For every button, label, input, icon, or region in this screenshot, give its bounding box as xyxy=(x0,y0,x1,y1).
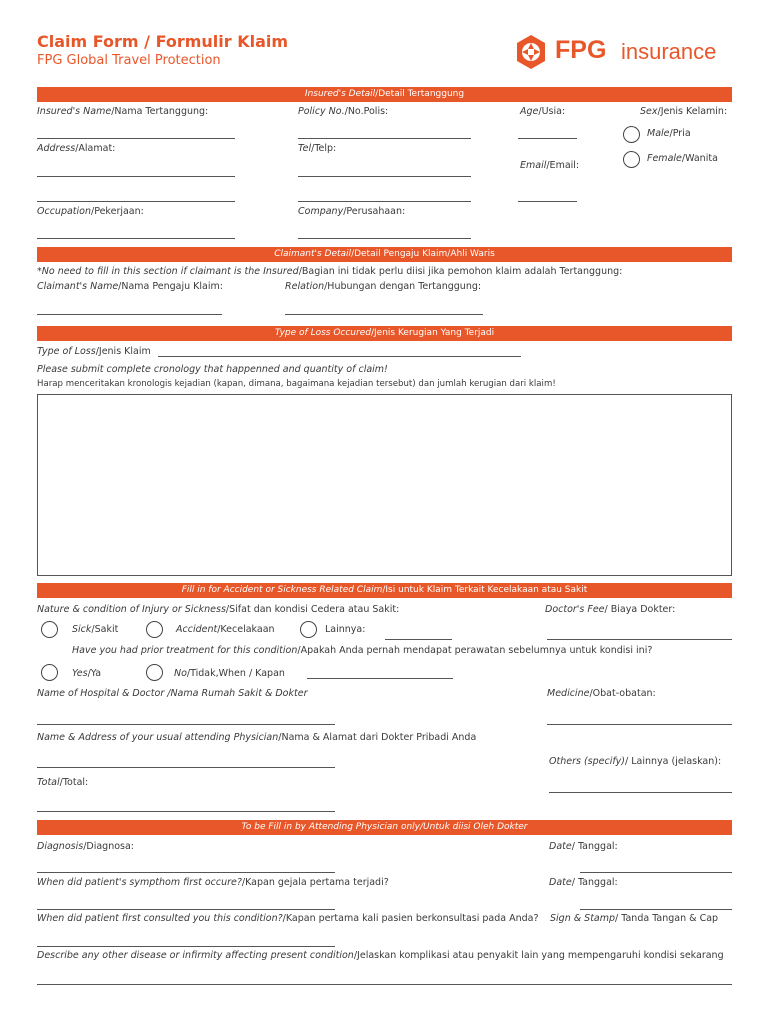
tel-field-2[interactable] xyxy=(298,201,471,202)
physician-label: Name & Address of your usual attending Physician/Nama & Alamat dari Dokter Pribadi Anda xyxy=(37,732,477,743)
others-label: Others (specify)/ Lainnya (jelaskan): xyxy=(549,756,722,767)
prior-treatment-label: Have you had prior treatment for this condition/Apakah Anda pernah mendapat perawatan sebelumnya untuk kondisi ini? xyxy=(72,645,653,656)
symptom-field[interactable] xyxy=(37,909,335,910)
total-field[interactable] xyxy=(37,811,335,812)
date-field[interactable] xyxy=(580,872,732,873)
section-claimant-bar: Claimant's Detail/Detail Pengaju Klaim/Ahli Waris xyxy=(37,247,732,262)
accident-label: Accident/Kecelakaan xyxy=(176,624,275,635)
occupation-label: Occupation/Pekerjaan: xyxy=(37,206,144,217)
describe-field[interactable] xyxy=(37,984,732,985)
section-physician-bar: To be Fill in by Attending Physician only/Untuk diisi Oleh Dokter xyxy=(37,820,732,835)
hospital-label: Name of Hospital & Doctor /Nama Rumah Sakit & Dokter xyxy=(37,688,308,699)
doctor-fee-field[interactable] xyxy=(547,639,732,640)
claimant-note: *No need to fill in this section if claimant is the Insured/Bagian ini tidak perlu diisi jika pemohon klaim adalah Tertanggung: xyxy=(37,266,623,277)
others-field[interactable] xyxy=(549,792,732,793)
occupation-field[interactable] xyxy=(37,238,235,239)
policy-no-field[interactable] xyxy=(298,138,471,139)
sick-label: Sick/Sakit xyxy=(72,624,119,635)
age-label: Age/Usia: xyxy=(520,106,566,117)
form-subtitle: FPG Global Travel Protection xyxy=(37,53,221,68)
other-radio[interactable] xyxy=(300,621,317,638)
date2-field[interactable] xyxy=(580,909,732,910)
fpg-logo-icon xyxy=(513,34,549,70)
accident-radio[interactable] xyxy=(146,621,163,638)
chronology-textarea[interactable] xyxy=(37,394,732,576)
medicine-label: Medicine/Obat-obatan: xyxy=(547,688,656,699)
relation-label: Relation/Hubungan dengan Tertanggung: xyxy=(285,281,482,292)
loss-type-label: Type of Loss/Jenis Klaim xyxy=(37,346,151,357)
tel-field-1[interactable] xyxy=(298,176,471,177)
claimant-name-label: Claimant's Name/Nama Pengaju Klaim: xyxy=(37,281,223,292)
when-field[interactable] xyxy=(307,678,453,679)
logo-word: insurance xyxy=(621,39,717,64)
consult-label: When did patient first consulted you this condition?/Kapan pertama kali pasien berkonsultasi pada Anda? xyxy=(37,913,539,924)
date-label: Date/ Tanggal: xyxy=(549,841,618,852)
section-accident-bar: Fill in for Accident or Sickness Related Claim/Isi untuk Klaim Terkait Kecelakaan atau Sakit xyxy=(37,583,732,598)
form-title: Claim Form / Formulir Klaim xyxy=(37,32,289,51)
email-field[interactable] xyxy=(518,201,577,202)
relation-field[interactable] xyxy=(285,314,483,315)
address-field-1[interactable] xyxy=(37,176,235,177)
hospital-field[interactable] xyxy=(37,724,335,725)
sick-radio[interactable] xyxy=(41,621,58,638)
company-field[interactable] xyxy=(298,238,471,239)
loss-type-field[interactable] xyxy=(158,356,521,357)
doctor-fee-label: Doctor's Fee/ Biaya Dokter: xyxy=(545,604,676,615)
date2-label: Date/ Tanggal: xyxy=(549,877,618,888)
loss-instruction-id: Harap menceritakan kronologis kejadian (kapan, dimana, bagaimana kejadian tersebut) dan jumlah kerugian dari klaim! xyxy=(37,379,556,389)
yes-radio[interactable] xyxy=(41,664,58,681)
other-field[interactable] xyxy=(385,639,452,640)
policy-no-label: Policy No./No.Polis: xyxy=(298,106,389,117)
female-radio[interactable] xyxy=(623,151,640,168)
section-insured-bar: Insured's Detail/Detail Tertanggung xyxy=(37,87,732,102)
logo-brand: FPG xyxy=(555,36,607,64)
address-label: Address/Alamat: xyxy=(37,143,116,154)
describe-label: Describe any other disease or infirmity affecting present condition/Jelaskan komplikasi atau penyakit lain yang mempengaruhi kondisi sekarang xyxy=(37,950,724,961)
loss-instruction-en: Please submit complete cronology that happenned and quantity of claim! xyxy=(37,364,388,375)
email-label: Email/Email: xyxy=(520,160,580,171)
medicine-field[interactable] xyxy=(547,724,732,725)
physician-field[interactable] xyxy=(37,767,335,768)
male-label: Male/Pria xyxy=(647,128,691,139)
insured-name-label: Insured's Name/Nama Tertanggung: xyxy=(37,106,209,117)
total-label: Total/Total: xyxy=(37,777,89,788)
diagnosis-label: Diagnosis/Diagnosa: xyxy=(37,841,134,852)
address-field-2[interactable] xyxy=(37,201,235,202)
male-radio[interactable] xyxy=(623,126,640,143)
other-label: Lainnya: xyxy=(325,624,366,635)
age-field[interactable] xyxy=(518,138,577,139)
diagnosis-field[interactable] xyxy=(37,872,335,873)
symptom-label: When did patient's sympthom first occure?/Kapan gejala pertama terjadi? xyxy=(37,877,389,888)
fpg-logo xyxy=(513,33,733,71)
sign-stamp-label: Sign & Stamp/ Tanda Tangan & Cap xyxy=(550,913,719,924)
company-label: Company/Perusahaan: xyxy=(298,206,406,217)
insured-name-field[interactable] xyxy=(37,138,235,139)
section-loss-bar: Type of Loss Occured/Jenis Kerugian Yang Terjadi xyxy=(37,326,732,341)
claimant-name-field[interactable] xyxy=(37,314,222,315)
sex-label: Sex/Jenis Kelamin: xyxy=(640,106,728,117)
yes-label: Yes/Ya xyxy=(72,668,102,679)
tel-label: Tel/Telp: xyxy=(298,143,337,154)
no-label: No/Tidak,When / Kapan xyxy=(174,668,285,679)
nature-label: Nature & condition of Injury or Sickness/Sifat dan kondisi Cedera atau Sakit: xyxy=(37,604,400,615)
female-label: Female/Wanita xyxy=(647,153,718,164)
no-radio[interactable] xyxy=(146,664,163,681)
consult-field[interactable] xyxy=(37,946,335,947)
